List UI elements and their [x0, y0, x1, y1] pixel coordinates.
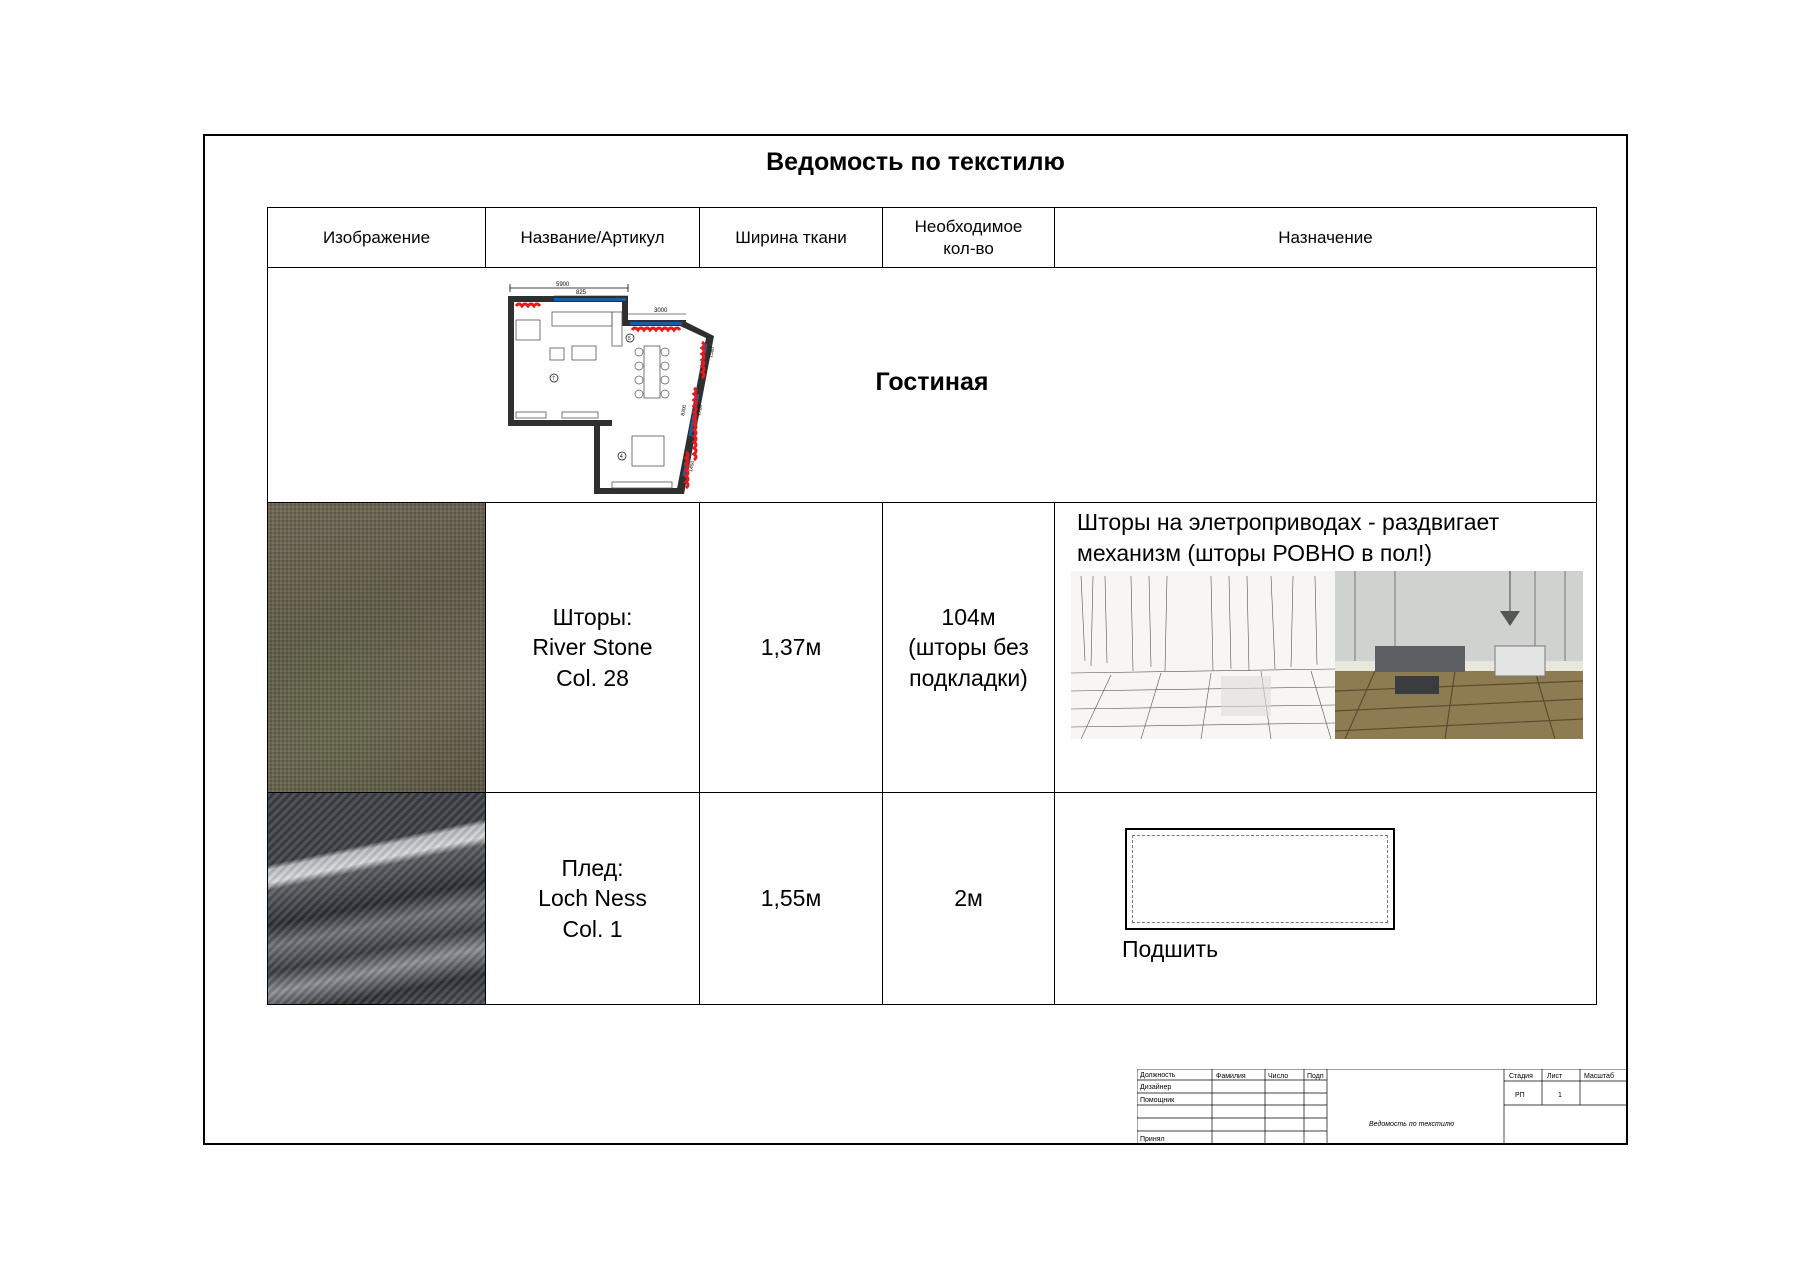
hem-seam-line [1132, 835, 1388, 923]
hem-diagram [1125, 828, 1395, 930]
interior-sketch-image [1335, 571, 1583, 739]
item-name-line: River Stone [532, 634, 653, 661]
textile-table [267, 207, 1597, 1005]
sheet-title: Ведомость по текстилю [766, 148, 1065, 176]
dim-label: 825 [576, 290, 587, 296]
hem-label: Подшить [1122, 936, 1219, 962]
stamp-col-label: Подп [1307, 1073, 1324, 1080]
stamp-col-label: Фамилия [1216, 1073, 1246, 1080]
stamp-row-label: Принял [1140, 1136, 1165, 1143]
table-header-row [268, 208, 1597, 268]
stamp-row-label: Помощник [1140, 1097, 1175, 1104]
item-qty-line: 104м [941, 603, 996, 630]
item-name-line: Шторы: [552, 603, 633, 630]
item-width: 1,55м [760, 885, 822, 912]
item-qty-line: (шторы без [908, 634, 1029, 661]
item-width-cell [700, 793, 883, 1005]
fabric-swatch-image [268, 503, 485, 792]
item-name-cell [486, 503, 700, 793]
stamp-col-label: Число [1268, 1073, 1289, 1080]
header-width: Ширина ткани [700, 208, 883, 268]
item-purpose-text: Шторы на элетроприводах - раздвигает механизм (шторы РОВНО в пол!) [1077, 509, 1500, 567]
stamp-stage-header: Стадия [1509, 1073, 1533, 1080]
dim-label: 8300 [680, 404, 689, 417]
header-image: Изображение [268, 208, 486, 268]
title-block [1137, 1069, 1627, 1144]
item-qty-cell [883, 793, 1055, 1005]
item-name-line: Плед: [561, 854, 624, 881]
header-name: Название/Артикул [486, 208, 700, 268]
table-row [268, 503, 1597, 793]
header-qty [883, 208, 1055, 268]
item-qty-line: 2м [954, 885, 983, 912]
item-name-cell [486, 793, 700, 1005]
item-purpose-cell [1055, 793, 1597, 1005]
table-row [268, 793, 1597, 1005]
dim-label: 1720 [696, 404, 705, 417]
plan-marker: 4 [620, 454, 623, 460]
header-qty-line1: Необходимое [914, 217, 1023, 237]
dim-label: 3000 [654, 308, 668, 314]
stamp-row-label: Должность [1140, 1072, 1176, 1079]
stamp-stage-header: Масштаб [1584, 1073, 1614, 1080]
header-qty-line2: кол-во [943, 238, 994, 258]
stamp-stage-header: Лист [1547, 1073, 1563, 1080]
plan-marker: 7 [552, 376, 555, 382]
stamp-doc-title: Ведомость по текстилю [1369, 1121, 1454, 1128]
dim-label: 1580 [708, 346, 717, 359]
dim-label: 5900 [556, 282, 570, 288]
item-width-cell [700, 503, 883, 793]
item-name-line: Col. 28 [556, 664, 629, 691]
fabric-swatch-image [268, 793, 485, 1004]
item-qty-cell [883, 503, 1055, 793]
item-name-line: Loch Ness [538, 885, 647, 912]
stamp-row-label: Дизайнер [1140, 1084, 1172, 1091]
item-qty-line: подкладки) [909, 664, 1028, 691]
swatch-cell [268, 793, 486, 1005]
item-purpose-cell [1055, 503, 1597, 793]
dim-label: 1450 [688, 460, 697, 473]
item-width: 1,37м [760, 634, 822, 661]
swatch-cell [268, 503, 486, 793]
stamp-stage: РП [1515, 1092, 1525, 1099]
item-name-line: Col. 1 [562, 915, 623, 942]
curtain-sketch-image [1071, 571, 1335, 739]
room-cell [268, 268, 1597, 503]
header-purpose: Назначение [1055, 208, 1597, 268]
room-row [268, 268, 1597, 503]
room-title: Гостиная [875, 368, 989, 396]
plan-marker: 5 [628, 336, 631, 342]
stamp-sheet-number: 1 [1558, 1092, 1562, 1099]
